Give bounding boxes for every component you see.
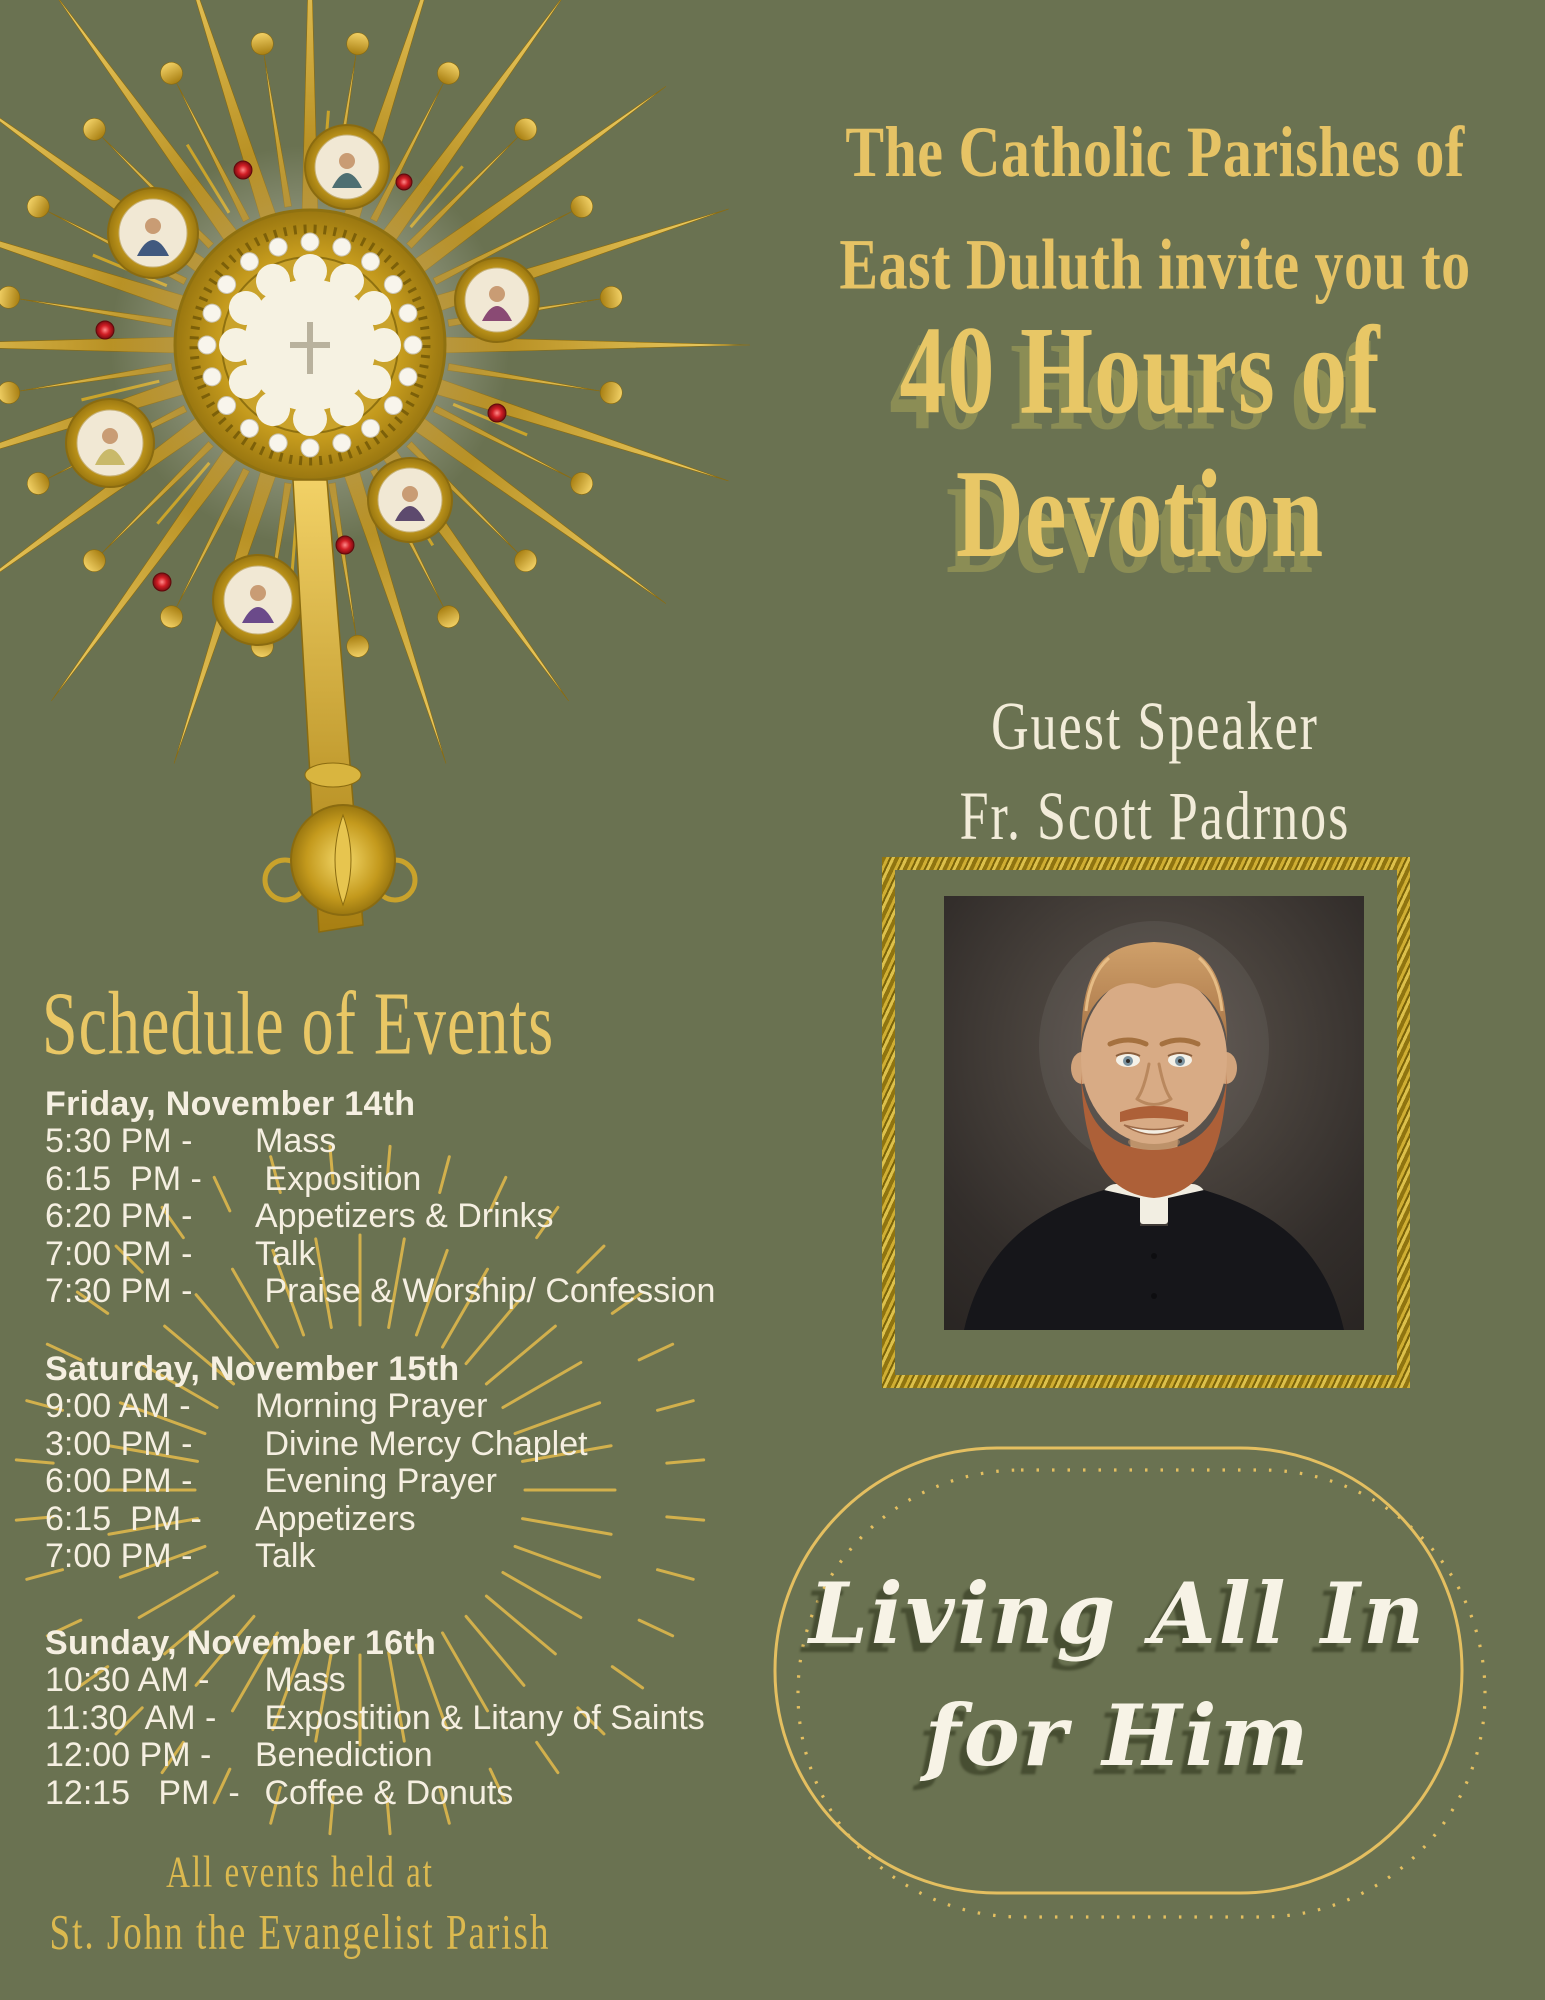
guest-speaker-name: Fr. Scott Padrnos [959, 779, 1351, 855]
schedule-heading: Schedule of Events [42, 973, 555, 1073]
schedule-row: 6:15 PM - Exposition [45, 1159, 422, 1198]
location-line-2: St. John the Evangelist Parish [49, 1905, 551, 1961]
schedule-row: 11:30 AM - Expostition & Litany of Saints [45, 1698, 705, 1737]
day-header: Friday, November 14th [45, 1085, 416, 1123]
schedule-row: 6:00 PM - Evening Prayer [45, 1462, 497, 1501]
schedule-row: 10:30 AM - Mass [45, 1661, 346, 1699]
speaker-photo [944, 896, 1364, 1330]
guest-speaker-label: Guest Speaker [991, 689, 1319, 765]
schedule-day-friday [45, 1085, 716, 1311]
schedule-row: 12:15 PM - Coffee & Donuts [45, 1773, 514, 1812]
motto-oval-border [740, 1400, 1530, 1960]
day-header: Sunday, November 16th [45, 1624, 437, 1662]
location-line-1: All events held at [166, 1848, 434, 1898]
event-title [735, 300, 1545, 587]
guest-speaker-block [755, 683, 1545, 863]
schedule-row: 12:00 PM - Benediction [45, 1736, 433, 1775]
day-header: Saturday, November 15th [45, 1350, 460, 1388]
schedule-day-sunday [45, 1624, 705, 1812]
motto-line-1: Living All In [808, 1564, 1428, 1663]
event-title-line-2: Devotion [955, 444, 1325, 585]
schedule-row: 3:00 PM - Divine Mercy Chaplet [45, 1424, 588, 1463]
motto-line-2: for Him [924, 1686, 1312, 1785]
schedule-row: 7:30 PM - Praise & Worship/ Confession [45, 1272, 716, 1311]
event-title-line-1: 40 Hours of [899, 301, 1381, 441]
schedule-row: 6:20 PM - Appetizers & Drinks [45, 1197, 554, 1236]
schedule-row: 7:00 PM - Talk [45, 1234, 316, 1273]
monstrance-image [0, 0, 765, 980]
invitation-line-1: The Catholic Parishes of [845, 111, 1465, 193]
schedule-row: 6:15 PM - Appetizers [45, 1499, 416, 1538]
invitation-text [755, 96, 1545, 321]
schedule-row: 5:30 PM - Mass [45, 1122, 337, 1160]
schedule-day-saturday [45, 1350, 705, 1576]
schedule-row: 9:00 AM - Morning Prayer [45, 1387, 488, 1425]
invitation-line-2: East Duluth invite you to [839, 223, 1471, 305]
schedule-row: 7:00 PM - Talk [45, 1537, 316, 1576]
